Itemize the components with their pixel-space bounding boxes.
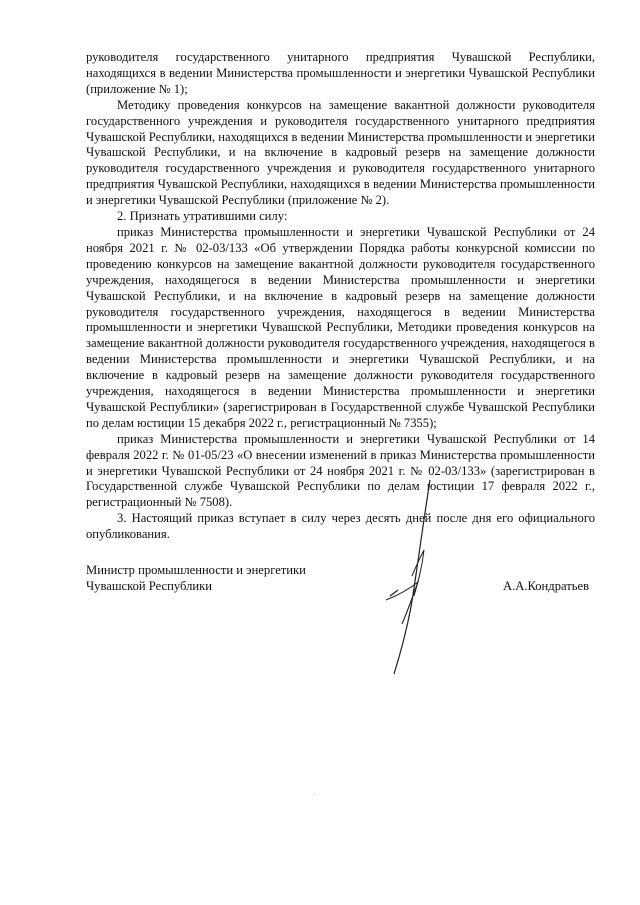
paragraph-methodology: Методику проведения конкурсов на замещение вакантной должности руководителя государственного учреждения и руководителя государственного унитарного предприятия Чувашской Республики, находящихся в ведении Министерства промышленности и энергетики Чувашской Республики, и на включение в кадровый резерв на замещение должности руководителя государственного учреждения и руководителя государственного унитарного предприятия Чувашской Республики, находящихся в ведении Министерства промышленности и энергетики Чувашской Республики (приложение № 2). xyxy=(86,97,596,208)
paragraph-continuation: руководителя государственного унитарного предприятия Чувашской Республики, находящихся в ведении Министерства промышленности и энергетики Чувашской Республики (приложение № 1); xyxy=(86,50,595,96)
paragraph-item-2: 2. Признать утратившими силу: xyxy=(117,209,288,224)
paragraph-order-2022: приказ Министерства промышленности и энергетики Чувашской Республики от 14 февраля 2022 г. № 01-05/23 «О внесении изменений в приказ Министерства промышленности и энергетики Чувашской Республики от 24 ноября 2021 г. № 02-03/133» (зарегистрирован в Государственной службе Чувашской Республики по делам юстиции 17 февраля 2022 г., регистрационный № 7508). xyxy=(86,431,595,510)
signatory-title xyxy=(86,563,346,595)
signatory-name: А.А.Кондратьев xyxy=(503,579,590,593)
signatory-title-line1: Министр промышленности и энергетики xyxy=(86,563,306,577)
paragraph-item-3: 3. Настоящий приказ вступает в силу через десять дней после дня его официального опубликования. xyxy=(86,511,595,542)
scan-speck xyxy=(314,794,315,795)
document-body xyxy=(86,50,595,543)
handwritten-signature xyxy=(372,478,452,678)
signatory-title-line2: Чувашской Республики xyxy=(86,578,212,593)
paragraph-order-2021: приказ Министерства промышленности и энергетики Чувашской Республики от 24 ноября 2021 г. № 02-03/133 «Об утверждении Порядка работы конкурсной комиссии по проведению конкурсов на замещение вакантной должности руководителя государственного учреждения, находящегося в ведении Министерства промышленности и энергетики Чувашской Республики, и на включение в кадровый резерв на замещение должности руководителя государственного учреждения, находящегося в ведении Министерства промышленности и энергетики Чувашской Республики, Методики проведения конкурсов на замещение вакантной должности руководителя государственного учреждения, находящегося в ведении Министерства промышленности и энергетики Чувашской Республики, и на включение в кадровый резерв на замещение должности руководителя государственного учреждения, находящегося в ведении Министерства промышленности и энергетики Чувашской Республики» (зарегистрирован в Государственной службе Чувашской Республики по делам юстиции 15 декабря 2022 г., регистрационный № 7355); xyxy=(86,224,595,430)
